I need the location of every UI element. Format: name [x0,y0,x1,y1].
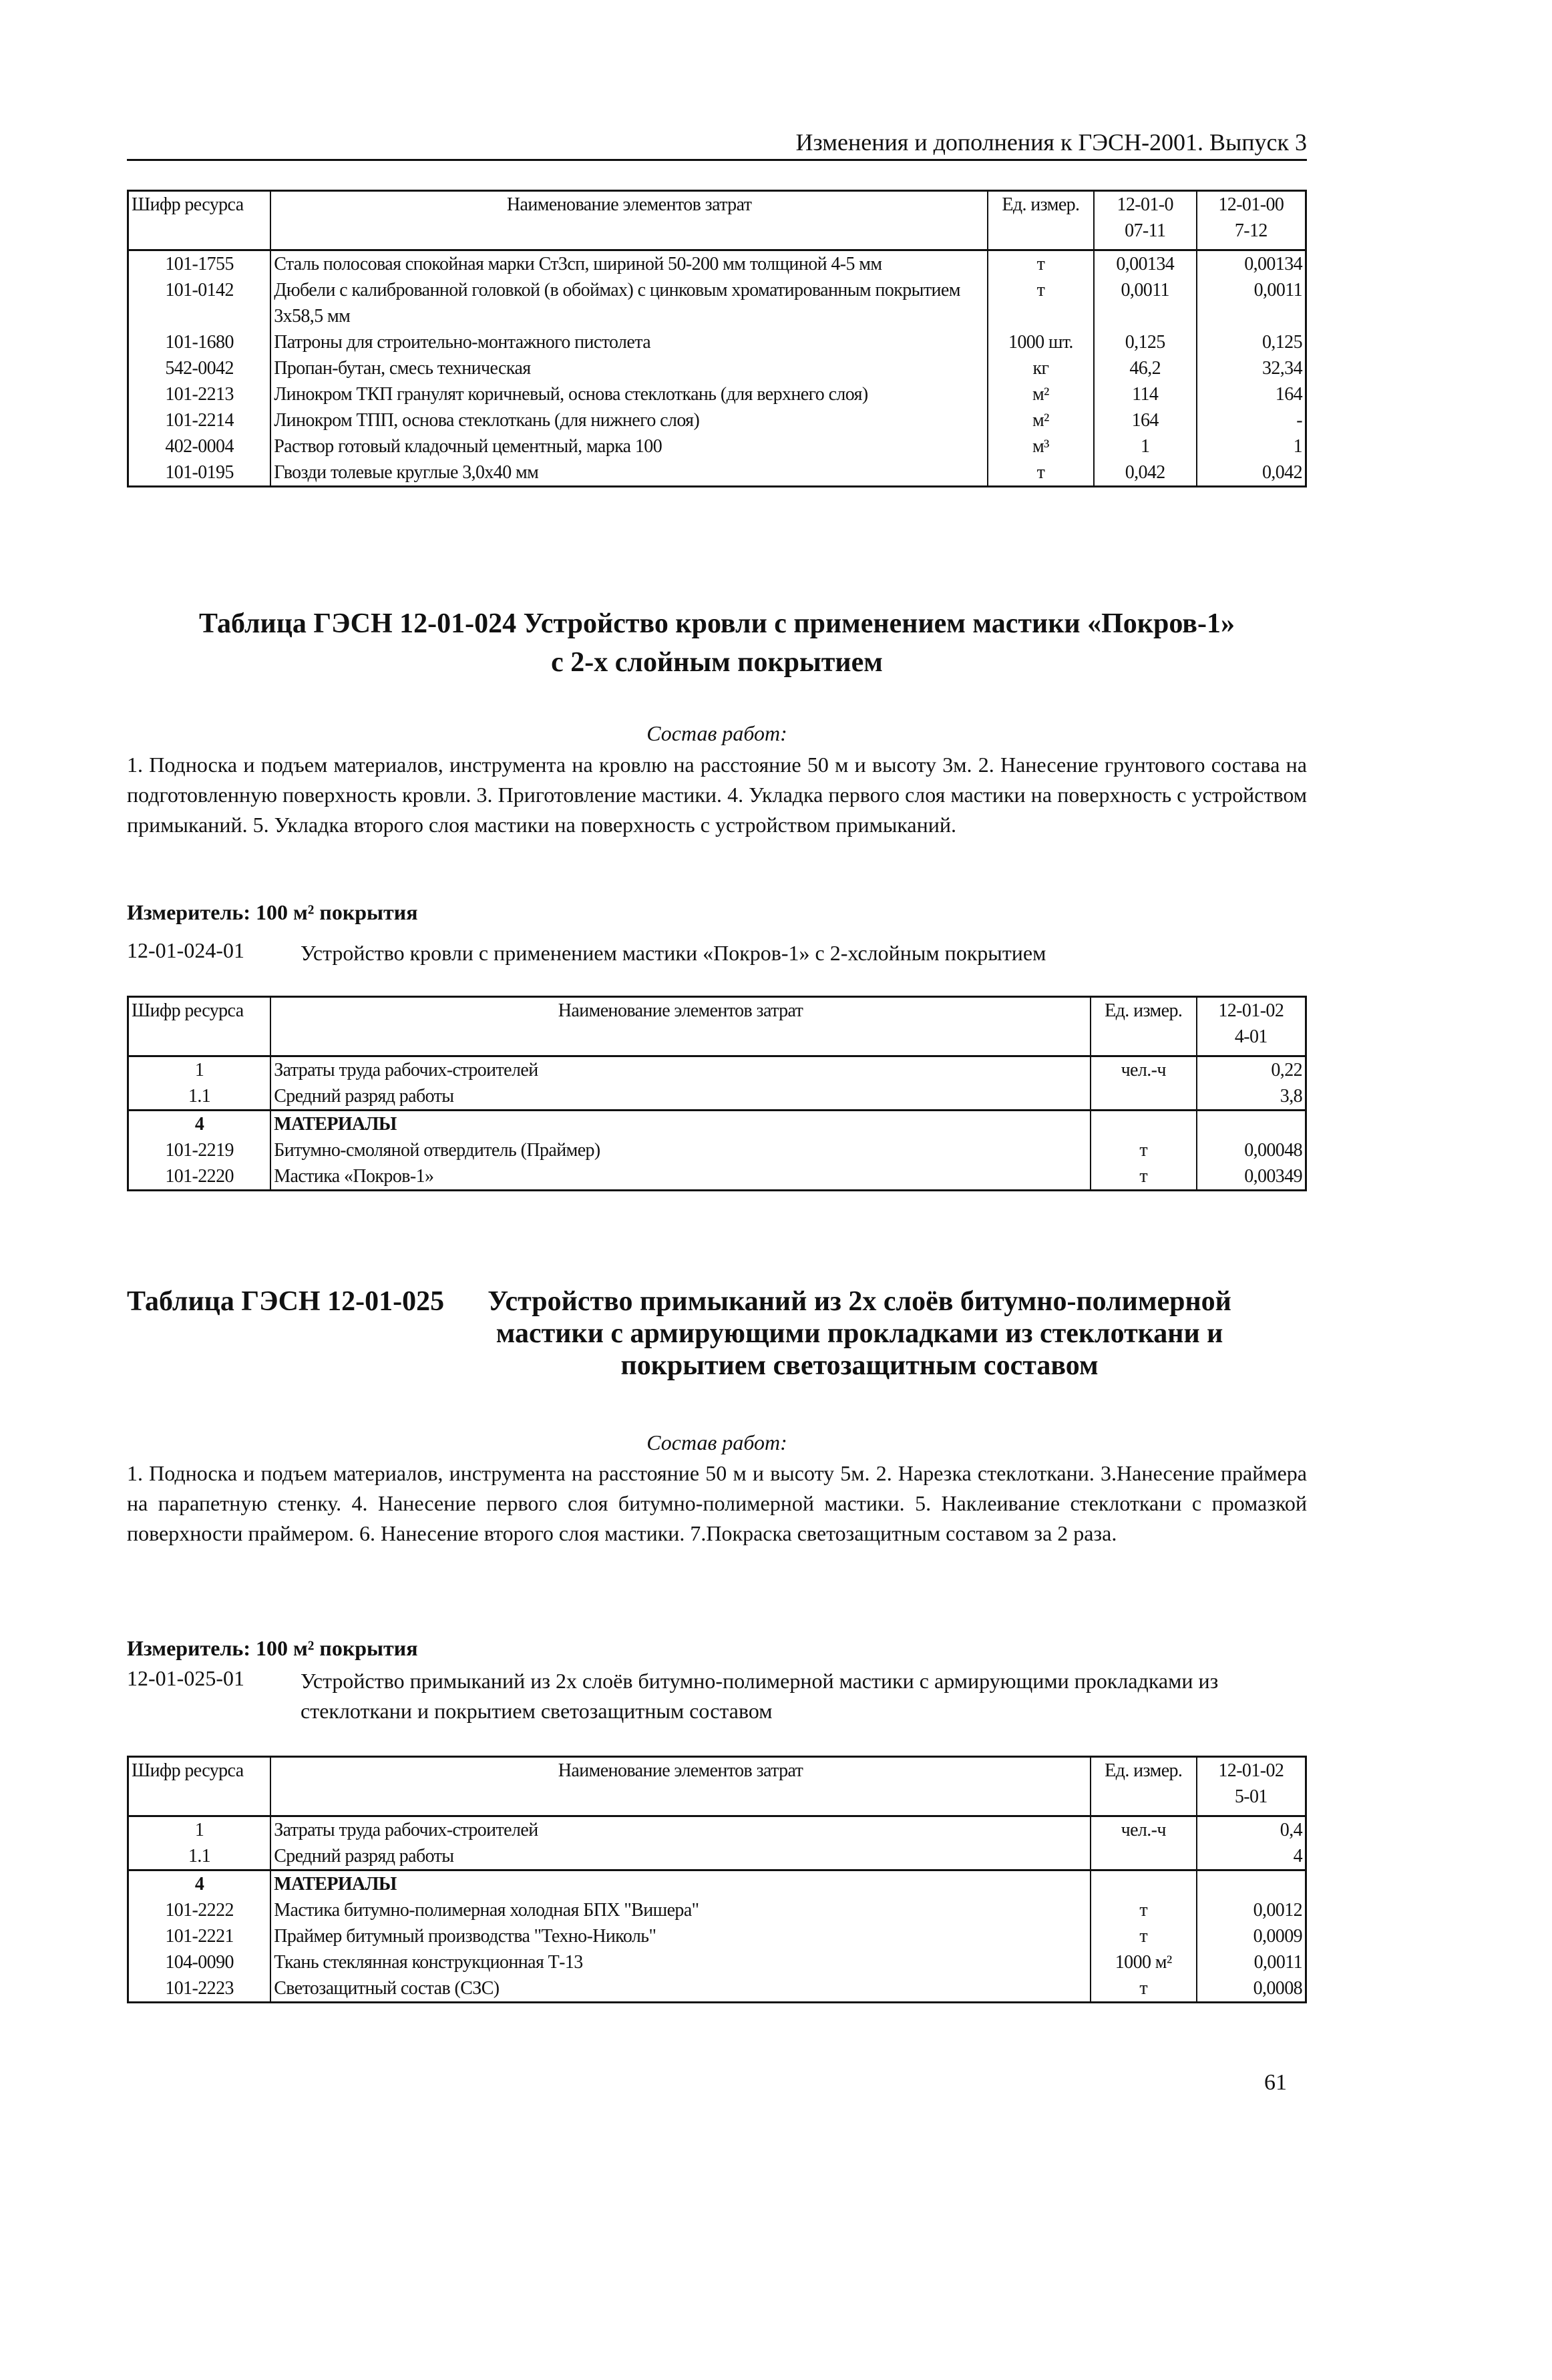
norm-value [1197,1111,1306,1138]
norm-value: 0,00134 [1197,250,1306,278]
table-row [128,329,1306,355]
norm-value: 3,8 [1197,1083,1306,1111]
resource-code: 4 [128,1870,271,1898]
unit: м² [988,381,1094,407]
resource-code: 1.1 [128,1083,271,1111]
measure-unit: Измеритель: 100 м² покрытия [127,900,418,924]
unit: т [1091,1163,1197,1191]
cost-element-name: Патроны для строительно-монтажного пистолета [270,329,988,355]
column-header: 12-01-024-01 [1197,997,1306,1056]
column-header: 12-01-007-12 [1197,191,1306,250]
table-row [128,1111,1306,1138]
table-row [128,407,1306,433]
resource-code: 101-2222 [128,1897,271,1923]
cost-element-name: Гвозди толевые круглые 3,0х40 мм [270,459,988,487]
measure-unit: Измеритель: 100 м² покрытия [127,1636,418,1660]
table-row [128,1137,1306,1163]
column-header: Шифр ресурса [128,997,271,1056]
cost-element-name: МАТЕРИАЛЫ [270,1111,1091,1138]
norm-value: 0,125 [1197,329,1306,355]
norm-value [1197,1870,1306,1898]
cost-element-name: Праймер битумный производства "Техно-Николь" [270,1923,1091,1949]
resource-code: 101-1680 [128,329,271,355]
norm-value: 32,34 [1197,355,1306,381]
cost-element-name: Мастика битумно-полимерная холодная БПХ "Вишера" [270,1897,1091,1923]
norm-value: 0,4 [1197,1816,1306,1844]
unit: т [988,277,1094,329]
table-row [128,381,1306,407]
norm-value: 0,00048 [1197,1137,1306,1163]
unit: т [1091,1975,1197,2003]
table-row [128,250,1306,278]
norm-value: 4 [1197,1843,1306,1870]
title-text: Устройство примыканий из 2х слоёв битумно-полимерной мастики с армирующими прокладками из стеклоткани и покрытием светозащитным составом [488,1286,1231,1381]
table-title-024 [127,604,1307,682]
cost-element-name: Мастика «Покров-1» [270,1163,1091,1191]
cost-element-name: Средний разряд работы [270,1083,1091,1111]
table-row [128,1923,1306,1949]
cost-element-name: Пропан-бутан, смесь техническая [270,355,988,381]
column-header: Ед. измер. [1091,997,1197,1056]
norm-value: 164 [1197,381,1306,407]
resource-code: 101-2223 [128,1975,271,2003]
unit: т [988,250,1094,278]
resource-code: 1.1 [128,1843,271,1870]
resource-code: 101-2221 [128,1923,271,1949]
unit [1091,1083,1197,1111]
running-header: Изменения и дополнения к ГЭСН-2001. Выпуск 3 [795,129,1307,156]
norm-value: 46,2 [1094,355,1197,381]
norm-value: 0,0008 [1197,1975,1306,2003]
norm-value: 0,00349 [1197,1163,1306,1191]
norm-description: Устройство кровли с применением мастики «Покров-1» с 2-хслойным покрытием [301,941,1046,965]
norm-code: 12-01-024-01 [127,938,244,962]
table-row [128,1897,1306,1923]
table-row [128,1949,1306,1975]
norm-value: 0,22 [1197,1056,1306,1084]
resource-code: 101-2220 [128,1163,271,1191]
header-rule [127,159,1307,161]
table-row [128,1083,1306,1111]
unit [1091,1111,1197,1138]
unit: 1000 шт. [988,329,1094,355]
resource-code: 402-0004 [128,433,271,459]
resource-code: 1 [128,1056,271,1084]
unit: м² [988,407,1094,433]
norm-value: 0,0011 [1197,1949,1306,1975]
unit: 1000 м² [1091,1949,1197,1975]
unit: чел.-ч [1091,1816,1197,1844]
column-header: Ед. измер. [1091,1757,1197,1816]
cost-element-name: Линокром ТКП гранулят коричневый, основа стеклоткань (для верхнего слоя) [270,381,988,407]
work-composition-label: Состав работ: [646,1430,787,1454]
unit: т [988,459,1094,487]
norm-value: 0,0011 [1094,277,1197,329]
unit: кг [988,355,1094,381]
norm-value: 0,0012 [1197,1897,1306,1923]
title-line: Таблица ГЭСН 12-01-024 Устройство кровли с применением мастики «Покров-1» [199,608,1235,639]
norm-value: - [1197,407,1306,433]
cost-element-name: Битумно-смоляной отвердитель (Праймер) [270,1137,1091,1163]
unit [1091,1843,1197,1870]
table-row [128,1975,1306,2003]
column-header: Наименование элементов затрат [270,191,988,250]
cost-element-name: Светозащитный состав (СЗС) [270,1975,1091,2003]
unit: м³ [988,433,1094,459]
cost-element-name: Затраты труда рабочих-строителей [270,1816,1091,1844]
unit: чел.-ч [1091,1056,1197,1084]
cost-element-name: Линокром ТПП, основа стеклоткань (для нижнего слоя) [270,407,988,433]
cost-element-name: МАТЕРИАЛЫ [270,1870,1091,1898]
unit: т [1091,1137,1197,1163]
column-header: Шифр ресурса [128,191,271,250]
column-header: Шифр ресурса [128,1757,271,1816]
unit [1091,1870,1197,1898]
norm-code: 12-01-025-01 [127,1666,244,1690]
title-prefix: Таблица ГЭСН 12-01-025 [127,1286,445,1317]
table-row [128,1843,1306,1870]
table-row [128,1816,1306,1844]
column-header: 12-01-025-01 [1197,1757,1306,1816]
norm-value: 164 [1094,407,1197,433]
cost-element-name: Затраты труда рабочих-строителей [270,1056,1091,1084]
unit: т [1091,1897,1197,1923]
norm-value: 0,00134 [1094,250,1197,278]
norm-value: 0,0011 [1197,277,1306,329]
norm-value: 1 [1094,433,1197,459]
cost-element-name: Ткань стеклянная конструкционная Т-13 [270,1949,1091,1975]
table-row [128,459,1306,487]
cost-element-name: Сталь полосовая спокойная марки Ст3сп, шириной 50-200 мм толщиной 4-5 мм [270,250,988,278]
column-header: Наименование элементов затрат [270,997,1091,1056]
resource-code: 101-2214 [128,407,271,433]
resource-code: 101-2219 [128,1137,271,1163]
column-header: 12-01-007-11 [1094,191,1197,250]
resource-table-007 [127,190,1307,487]
resource-code: 1 [128,1816,271,1844]
table-row [128,1056,1306,1084]
resource-code: 4 [128,1111,271,1138]
table-row [128,433,1306,459]
table-row [128,1870,1306,1898]
resource-code: 101-2213 [128,381,271,407]
column-header: Ед. измер. [988,191,1094,250]
table-row [128,277,1306,329]
work-composition-label: Состав работ: [646,721,787,745]
resource-code: 104-0090 [128,1949,271,1975]
norm-value: 0,042 [1197,459,1306,487]
norm-value: 0,042 [1094,459,1197,487]
table-row [128,355,1306,381]
resource-table-024 [127,996,1307,1191]
norm-description: Устройство примыканий из 2х слоёв битумно-полимерной мастики с армирующими прокладками из стеклоткани и покрытием светозащитным составом [301,1669,1219,1723]
resource-code: 101-1755 [128,250,271,278]
work-composition-text: 1. Подноска и подъем материалов, инструмента на кровлю на расстояние 50 м и высоту 3м. 2. Нанесение грунтового состава на подготовленную поверхность кровли. 3. Приготовление мастики. 4. Укладка первого слоя мастики на поверхность с устройством примыканий. 5. Укладка второго слоя мастики на поверхность с устройством примыканий. [127,753,1307,837]
cost-element-name: Средний разряд работы [270,1843,1091,1870]
cost-element-name: Раствор готовый кладочный цементный, марка 100 [270,433,988,459]
page-number: 61 [1264,2070,1287,2095]
cost-element-name: Дюбели с калиброванной головкой (в обоймах) с цинковым хроматированным покрытием 3х58,5 мм [270,277,988,329]
table-row [128,1163,1306,1191]
norm-value: 114 [1094,381,1197,407]
title-line: с 2-х слойным покрытием [551,647,883,678]
norm-value: 0,125 [1094,329,1197,355]
norm-value: 1 [1197,433,1306,459]
work-composition-text: 1. Подноска и подъем материалов, инструмента на расстояние 50 м и высоту 5м. 2. Нарезка стеклоткани. 3.Нанесение праймера на парапетную стенку. 4. Нанесение первого слоя битумно-полимерной мастики. 5. Наклеивание стеклоткани с промазкой поверхности праймером. 6. Нанесение второго слоя мастики. 7.Покраска светозащитным составом за 2 раза. [127,1461,1307,1545]
column-header: Наименование элементов затрат [270,1757,1091,1816]
unit: т [1091,1923,1197,1949]
resource-code: 542-0042 [128,355,271,381]
resource-code: 101-0195 [128,459,271,487]
norm-value: 0,0009 [1197,1923,1306,1949]
resource-code: 101-0142 [128,277,271,329]
resource-table-025 [127,1756,1307,2003]
table-title-025 [127,1285,1307,1382]
